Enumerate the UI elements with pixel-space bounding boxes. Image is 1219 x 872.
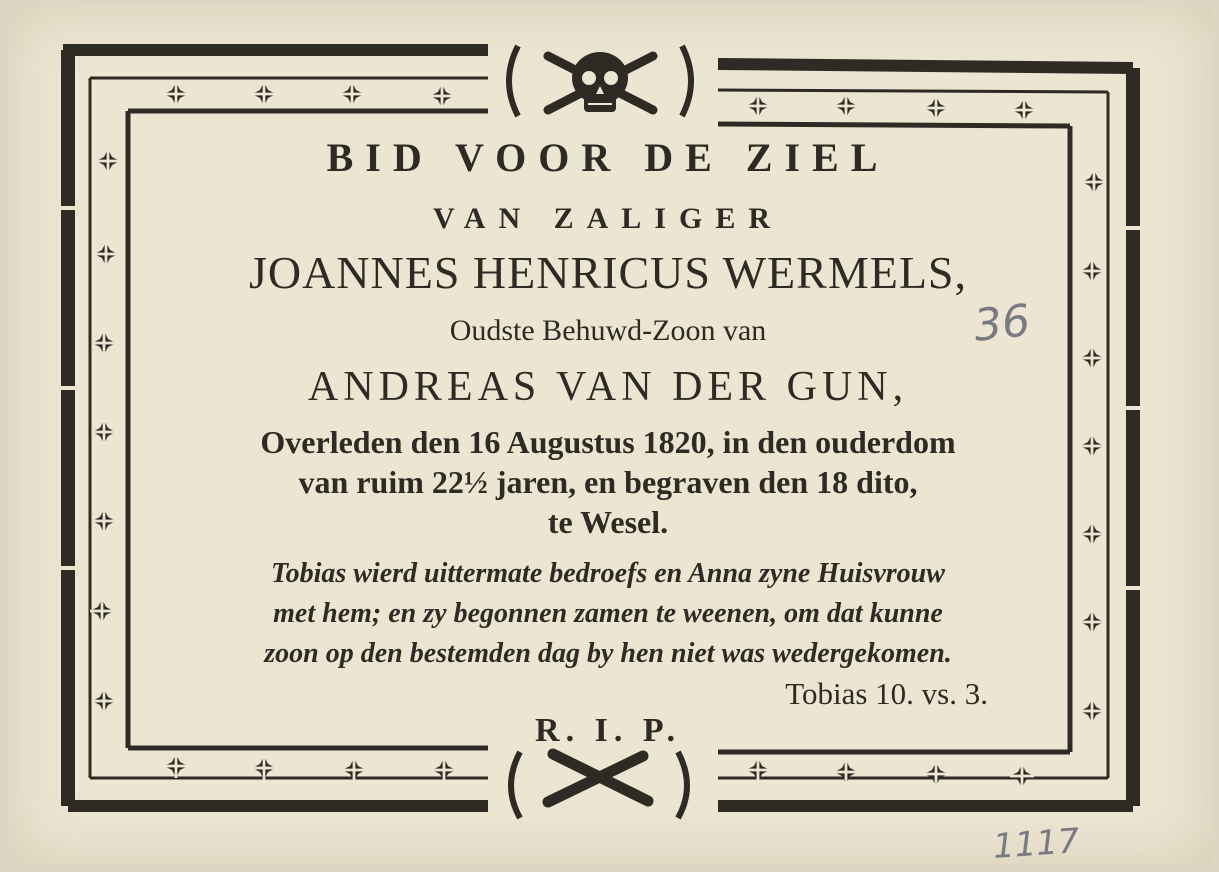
death-line-1: Overleden den 16 Augustus 1820, in den ouderdom — [260, 424, 956, 460]
verse-line-2: met hem; en zy begonnen zamen te weenen, om dat kunne — [273, 598, 943, 629]
deceased-name: JOANNES HENRICUS WERMELS, — [248, 247, 968, 298]
death-line-2: van ruim 22½ jaren, en begraven den 18 dito, — [298, 464, 918, 500]
crossed-bones-icon — [511, 752, 687, 818]
verse-line-1: Tobias wierd uittermate bedroefs en Anna zyne Huisvrouw — [271, 558, 945, 589]
handwritten-number-1117: 1117 — [991, 821, 1081, 867]
memorial-card — [8, 6, 1212, 867]
burial-place: te Wesel. — [547, 504, 669, 540]
parent-name: ANDREAS VAN DER GUN, — [307, 364, 909, 410]
skull-crossbones-icon — [509, 46, 691, 116]
handwritten-number-36: 36 — [971, 295, 1033, 352]
verse-reference: Tobias 10. vs. 3. — [785, 676, 988, 711]
subheading: VAN ZALIGER — [433, 202, 783, 235]
heading: BID VOOR DE ZIEL — [326, 135, 890, 180]
verse-line-3: zoon op den bestemden dag by hen niet was wedergekomen. — [264, 638, 952, 669]
rip-text: R. I. P. — [535, 712, 681, 749]
relation-line: Oudste Behuwd-Zoon van — [449, 314, 767, 347]
